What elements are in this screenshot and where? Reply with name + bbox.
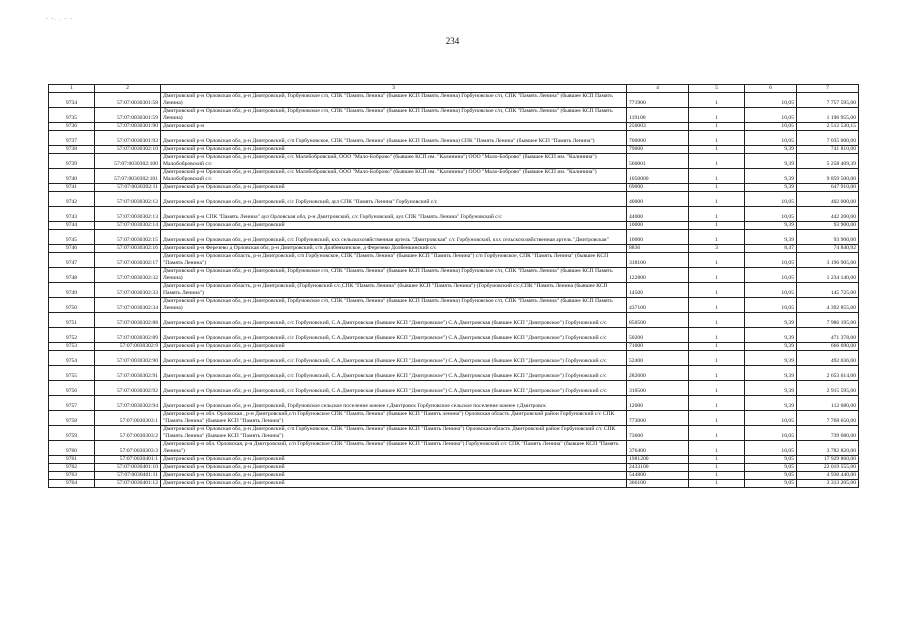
value-cell: 7 986 195,00 [797, 313, 859, 328]
row-number-cell: 9745 [49, 230, 95, 245]
row-number-cell: 9743 [49, 207, 95, 222]
table-row [49, 313, 859, 328]
area-cell: 560001 [627, 154, 689, 169]
location-cell: Дмитровский р-н Орловская обл, р-н Дмитровский, с/с Горбуновский, аул СПК "Память Ленина" Горбуновский с/с [161, 192, 627, 207]
area-cell: 71000 [627, 343, 689, 351]
row-number-cell: 9737 [49, 131, 95, 146]
table-row [49, 366, 859, 381]
cadastral-number-cell: 57:07:0030303:1 [95, 411, 161, 426]
value-cell: 442 200,00 [797, 207, 859, 222]
location-cell: Дмитровский р-н Орловская область, р-н Дмитровский, (Горбуновский с/с,СПК "Память Ленина" (бывшее КСП "Память Ленина") (Горбуновский с/с,СПК "Память Ленина (бывшее КСП Память Ленина") [161, 283, 627, 298]
cadastral-number-cell: 57:07:0030302:101 [95, 169, 161, 184]
cadastral-number-cell: 57:07:0030302:10 [95, 146, 161, 154]
location-cell: Дмитровский р-н Орловская обл, р-н Дмитровский, с/п Горбуновское, СПК "Память Ленина" (бывшее КСП Память Ленина) СПК "Память Ленина" (бывшее КСП "Память Ленина") [161, 131, 627, 146]
row-number-cell: 9750 [49, 298, 95, 313]
rate-cell: 10,05 [745, 93, 797, 108]
cadastral-number-cell: 57:07:0030302:94 [95, 396, 161, 411]
category-cell: 1 [689, 464, 745, 472]
cadastral-table [48, 84, 859, 488]
location-cell: Дмитровский р-н Орловская обл, р-н Дмитровский, с/с Горбуновский, С.А.Дмитровская (бывшее КСП "Дмитровское") С.А.Дмитровская (бывшее КСП "Дмитровское") Горбуновский с/с [161, 351, 627, 366]
row-number-cell: 9758 [49, 411, 95, 426]
category-cell: 1 [689, 426, 745, 441]
category-cell: 1 [689, 411, 745, 426]
row-number-cell: 9748 [49, 268, 95, 283]
location-cell: Дмитровский р-н [161, 123, 627, 131]
table-row [49, 154, 859, 169]
row-number-cell: 9764 [49, 480, 95, 488]
value-cell: 7 757 595,00 [797, 93, 859, 108]
table-row [49, 411, 859, 426]
table-row [49, 396, 859, 411]
table-row [49, 298, 859, 313]
category-cell: 1 [689, 381, 745, 396]
value-cell: 93 900,00 [797, 222, 859, 230]
table-row [49, 184, 859, 192]
table-row [49, 222, 859, 230]
value-cell: 3 782 820,00 [797, 441, 859, 456]
category-cell: 1 [689, 366, 745, 381]
row-number-cell: 9756 [49, 381, 95, 396]
location-cell: Дмитровский р-н Орловская обл, р-н Дмитровский, с/п Горбуновское, СПК "Память Ленина" (бывшее КСП "Память Ленина") Орловская область Дмитровский район Горбуновский с/с СПК "Память Ленина" (бывшее КСП "Память Ленина") [161, 426, 627, 441]
category-cell: 1 [689, 108, 745, 123]
location-cell: Дмитровский р-н обл. Орловская , р-н Дмитровский,с/п Горбуновское СПК "Память Ленина" (бывшее КСП "Память ленина") Орловская область Дмитровский район Горбуновский с/с СПК "Память Ленина" (бывшее КСП "Память Ленина") [161, 411, 627, 426]
value-cell: 2 512 530,15 [797, 123, 859, 131]
location-cell: Дмитровский р-н Орловская обл, р-н Дмитровский [161, 184, 627, 192]
area-cell: 2433100 [627, 464, 689, 472]
row-number-cell: 9740 [49, 169, 95, 184]
rate-cell: 10,05 [745, 298, 797, 313]
location-cell: Дмитровский р-н Орловская обл, р-н Дмитровский [161, 222, 627, 230]
value-cell: 7 768 650,00 [797, 411, 859, 426]
row-number-cell: 9753 [49, 343, 95, 351]
location-cell: Дмитровский р-н Орловская обл, р-н Дмитровский, Горбуновское сельское поселение южнее г.Дмитровск Горбуновское сельское поселение южнее г.Дмитровск [161, 396, 627, 411]
row-number-cell: 9742 [49, 192, 95, 207]
rate-cell: 10,05 [745, 207, 797, 222]
table-row [49, 131, 859, 146]
cadastral-number-cell: 57:07:0030302:33 [95, 283, 161, 298]
rate-cell: 10,05 [745, 253, 797, 268]
area-cell: 318100 [627, 253, 689, 268]
area-cell: 69000 [627, 184, 689, 192]
table-row [49, 253, 859, 268]
location-cell: Дмитровский р-н Орловская обл, р-н Дмитровский [161, 464, 627, 472]
cadastral-number-cell: 57:07:0030301:90 [95, 123, 161, 131]
table-row [49, 207, 859, 222]
cadastral-number-cell: 57:07:0030301:93 [95, 131, 161, 146]
table-row [49, 146, 859, 154]
table-row [49, 123, 859, 131]
row-number-cell: 9736 [49, 123, 95, 131]
category-cell: 1 [689, 456, 745, 464]
cadastral-number-cell: 57:07:0030302:12 [95, 192, 161, 207]
cadastral-number-cell: 57:07:0030303:2 [95, 426, 161, 441]
area-cell: 44000 [627, 207, 689, 222]
rate-cell: 10,05 [745, 108, 797, 123]
value-cell: 2 915 595,00 [797, 381, 859, 396]
value-cell: 9 859 500,00 [797, 169, 859, 184]
row-number-cell: 9757 [49, 396, 95, 411]
rate-cell: 9,39 [745, 146, 797, 154]
value-cell: 471 378,00 [797, 328, 859, 343]
area-cell: 850500 [627, 313, 689, 328]
category-cell: 1 [689, 313, 745, 328]
value-cell: 647 910,00 [797, 184, 859, 192]
category-cell: 1 [689, 192, 745, 207]
row-number-cell: 9760 [49, 441, 95, 456]
row-number-cell: 9739 [49, 154, 95, 169]
location-cell: Дмитровский р-н Орловская обл, р-н Дмитровский, Горбуновское с/п, СПК "Память Ленина" (бывшее КСП Память Ленина) Горбуновское с/п, СПК "Память Ленина" (бывшее КСП Память Ленина) [161, 108, 627, 123]
row-number-cell: 9751 [49, 313, 95, 328]
cadastral-number-cell: 57:07:0030302:32 [95, 268, 161, 283]
rate-cell: 9,39 [745, 230, 797, 245]
table-row [49, 343, 859, 351]
area-cell: 544800 [627, 472, 689, 480]
row-number-cell: 9763 [49, 472, 95, 480]
rate-cell: 9,39 [745, 343, 797, 351]
category-cell: 1 [689, 146, 745, 154]
value-cell: 739 680,00 [797, 426, 859, 441]
area-cell: 8836 [627, 245, 689, 253]
value-cell: 93 900,00 [797, 230, 859, 245]
row-number-cell: 9749 [49, 283, 95, 298]
rate-cell: 9,39 [745, 328, 797, 343]
location-cell: Дмитровский р-н Орловская обл, р-н Дмитровский [161, 343, 627, 351]
row-number-cell: 9754 [49, 351, 95, 366]
cadastral-number-cell: 57:07:0030302:11 [95, 184, 161, 192]
cadastral-number-cell: 57:07:0030302:15 [95, 230, 161, 245]
value-cell: 3 196 905,00 [797, 253, 859, 268]
category-cell: 1 [689, 93, 745, 108]
row-number-cell: 9744 [49, 222, 95, 230]
category-cell: 1 [689, 268, 745, 283]
rate-cell: 9,39 [745, 396, 797, 411]
cadastral-number-cell: 57:07:0030302:9 [95, 343, 161, 351]
area-cell: 52400 [627, 351, 689, 366]
area-cell: 376400 [627, 441, 689, 456]
cadastral-number-cell: 57:07:0030401:1 [95, 456, 161, 464]
rate-cell: 10,05 [745, 192, 797, 207]
category-cell: 1 [689, 207, 745, 222]
area-cell: 700000 [627, 131, 689, 146]
rate-cell: 9,05 [745, 480, 797, 488]
rate-cell: 9,39 [745, 366, 797, 381]
scan-marks: - -. . - - [46, 16, 73, 22]
area-cell: 73600 [627, 426, 689, 441]
row-number-cell: 9752 [49, 328, 95, 343]
area-cell: 282600 [627, 366, 689, 381]
area-cell: 1050000 [627, 169, 689, 184]
cadastral-number-cell: 57:07:0030401:10 [95, 464, 161, 472]
location-cell: Дмитровский р-н Орловская обл, р-н Дмитровский, с/с Малобобровский, ООО "Мало-Боброво" (бывшее КСП им. "Калинина") ООО "Мало-Боброво" (бывшее КСП им. "Калинина") Малобобровский с/с [161, 169, 627, 184]
value-cell: 7 035 000,00 [797, 131, 859, 146]
table-row [49, 328, 859, 343]
cadastral-number-cell: 57:07:0030302:90 [95, 351, 161, 366]
category-cell: 1 [689, 222, 745, 230]
location-cell: Дмитровский р-н Орловская обл, р-н Дмитровский, Горбуновское с/п, СПК "Память Ленина" (бывшее КСП Память Ленина) Горбуновское с/п, СПК "Память Ленина" (бывшее КСП Память Ленина) [161, 93, 627, 108]
category-cell: 1 [689, 169, 745, 184]
category-cell: 3 [689, 245, 745, 253]
table-row [49, 283, 859, 298]
column-header: 3 [161, 85, 627, 93]
page-number: 234 [445, 36, 460, 46]
category-cell: 1 [689, 123, 745, 131]
value-cell: 402 000,00 [797, 192, 859, 207]
rate-cell: 9,05 [745, 456, 797, 464]
area-cell: 773000 [627, 411, 689, 426]
location-cell: Дмитровский р-н Орловская обл, р-н Дмитровский, с/с Малобобровский, ООО "Мало-Боброво" (бывшее КСП им. "Калинина") ООО "Мало-Боброво" (бывшее КСП им. "Калинина") Малобобровский с/с [161, 154, 627, 169]
category-cell: 1 [689, 396, 745, 411]
cadastral-number-cell: 57:07:0030401:11 [95, 472, 161, 480]
table-row [49, 456, 859, 464]
table-row [49, 426, 859, 441]
row-number-cell: 9741 [49, 184, 95, 192]
category-cell: 1 [689, 154, 745, 169]
row-number-cell: 9746 [49, 245, 95, 253]
area-cell: 79000 [627, 146, 689, 154]
column-header: 4 [627, 85, 689, 93]
row-number-cell: 9735 [49, 108, 95, 123]
row-number-cell: 9747 [49, 253, 95, 268]
value-cell: 1 234 140,00 [797, 268, 859, 283]
area-cell: 1981200 [627, 456, 689, 464]
area-cell: 50200 [627, 328, 689, 343]
location-cell: Дмитровский р-н Орловская обл, р-н Дмитровский [161, 472, 627, 480]
rate-cell: 10,05 [745, 131, 797, 146]
category-cell: 1 [689, 131, 745, 146]
location-cell: Дмитровский р-н Орловская обл, р-н Дмитровский, Горбуновское с/п, СПК "Память Ленина" (бывшее КСП Память Ленина) Горбуновское с/п, СПК "Память Ленина" (бывшее КСП Память Ленина) [161, 298, 627, 313]
location-cell: Дмитровский р-н Орловская обл, р-н Дмитровский [161, 480, 627, 488]
category-cell: 1 [689, 283, 745, 298]
rate-cell: 10,05 [745, 283, 797, 298]
table-row [49, 245, 859, 253]
category-cell: 1 [689, 472, 745, 480]
value-cell: 492 036,00 [797, 351, 859, 366]
area-cell: 10000 [627, 222, 689, 230]
table-header-row [49, 85, 859, 93]
value-cell: 4 930 440,00 [797, 472, 859, 480]
location-cell: Дмитровский р-н Орловская обл, р-н Дмитровский [161, 456, 627, 464]
value-cell: 3 313 205,00 [797, 480, 859, 488]
row-number-cell: 9734 [49, 93, 95, 108]
rate-cell: 10,05 [745, 411, 797, 426]
location-cell: Дмитровский р-н Орловская обл, р-н Дмитровский, с/с Горбуновский, С.А.Дмитровская (бывшее КСП "Дмитровское") С.А.Дмитровская (бывшее КСП "Дмитровское") Горбуновский с/с [161, 366, 627, 381]
area-cell: 122800 [627, 268, 689, 283]
table-row [49, 381, 859, 396]
cadastral-number-cell: 57:07:0030302:88 [95, 313, 161, 328]
value-cell: 22 019 555,00 [797, 464, 859, 472]
row-number-cell: 9762 [49, 464, 95, 472]
cadastral-number-cell: 57:07:0030301:59 [95, 108, 161, 123]
table-row [49, 93, 859, 108]
column-header: 5 [689, 85, 745, 93]
location-cell: Дмитровский р-н Орловская обл, р-н Дмитровский, Горбуновское с/п, СПК "Память Ленина" (бывшее КСП Память Ленина) Горбуновское с/п, СПК "Память Ленина" (бывшее КСП Память Ленина) [161, 268, 627, 283]
rate-cell: 10,05 [745, 441, 797, 456]
area-cell: 366100 [627, 480, 689, 488]
value-cell: 1 196 955,00 [797, 108, 859, 123]
value-cell: 5 258 409,39 [797, 154, 859, 169]
cadastral-number-cell: 57:07:0030302:16 [95, 245, 161, 253]
rate-cell: 10,05 [745, 268, 797, 283]
rate-cell: 10,05 [745, 426, 797, 441]
value-cell: 741 810,00 [797, 146, 859, 154]
value-cell: 4 392 855,00 [797, 298, 859, 313]
value-cell: 2 653 614,00 [797, 366, 859, 381]
cadastral-number-cell: 57:07:0030302:17 [95, 253, 161, 268]
table-row [49, 230, 859, 245]
area-cell: 12000 [627, 396, 689, 411]
rate-cell: 9,39 [745, 184, 797, 192]
column-header: 2 [95, 85, 161, 93]
row-number-cell: 9761 [49, 456, 95, 464]
location-cell: Дмитровский р-н Орловская обл, р-н Дмитровский, с/с Горбуновский, С.А.Дмитровская (бывшее КСП "Дмитровское") С.А.Дмитровская (бывшее КСП "Дмитровское") Горбуновский с/с [161, 381, 627, 396]
value-cell: 74 840,92 [797, 245, 859, 253]
column-header: 7 [797, 85, 859, 93]
row-number-cell: 9759 [49, 426, 95, 441]
rate-cell: 9,39 [745, 169, 797, 184]
category-cell: 1 [689, 441, 745, 456]
area-cell: 437100 [627, 298, 689, 313]
rate-cell: 10,05 [745, 123, 797, 131]
location-cell: Дмитровский р-н Орловская обл, р-н Дмитровский, с/с Горбуновский, кхх сельскохозяйственная артель "Дмитровская" с/с Горбуновский, кхх сельскохозяйственная артель "Дмитровская" [161, 230, 627, 245]
cadastral-number-cell: 57:07:0030303:3 [95, 441, 161, 456]
table-row [49, 169, 859, 184]
cadastral-number-cell: 57:07:0030302:34 [95, 298, 161, 313]
row-number-cell: 9738 [49, 146, 95, 154]
location-cell: Дмитровский р-н Ферезево д Орловская обл, р-н Дмитровский, с/п Долбенкинское, д Ферезево Долбенкинский с/с [161, 245, 627, 253]
cadastral-number-cell: 57:07:0030301:58 [95, 93, 161, 108]
location-cell: Дмитровский р-н Орловская область, р-н Дмитровский, с/п Горбуновское, СПК "Память Ленина" (бывшее КСП "Память Ленина") с/п Горбуновское, СПК "Память Ленина" (бывшее КСП "Память Ленина") [161, 253, 627, 268]
rate-cell: 9,39 [745, 154, 797, 169]
cadastral-number-cell: 57:07:0030302:100 [95, 154, 161, 169]
category-cell: 1 [689, 480, 745, 488]
rate-cell: 9,39 [745, 222, 797, 230]
area-cell: 10000 [627, 230, 689, 245]
cadastral-number-cell: 57:07:0030302:14 [95, 222, 161, 230]
value-cell: 112 680,00 [797, 396, 859, 411]
category-cell: 1 [689, 351, 745, 366]
cadastral-number-cell: 57:07:0030302:91 [95, 366, 161, 381]
row-number-cell: 9755 [49, 366, 95, 381]
location-cell: Дмитровский р-н обл. Орловская, р-н Дмитровский, с/п Горбуновское СПК "Память Ленина" (бывшее КСП "Память Ленина") Горбуновский с/с СПК "Память Ленина" (бывшее КСП "Память Ленина") [161, 441, 627, 456]
rate-cell: 9,05 [745, 472, 797, 480]
table-row [49, 268, 859, 283]
rate-cell: 9,39 [745, 381, 797, 396]
category-cell: 1 [689, 253, 745, 268]
table-row [49, 441, 859, 456]
table-row [49, 108, 859, 123]
area-cell: 14500 [627, 283, 689, 298]
area-cell: 250003 [627, 123, 689, 131]
category-cell: 1 [689, 328, 745, 343]
location-cell: Дмитровский р-н Орловская обл, р-н Дмитровский, с/с Горбуновский, С.А.Дмитровская (бывшее КСП "Дмитровское") С.А.Дмитровская (бывшее КСП "Дмитровское") Горбуновский с/с [161, 313, 627, 328]
cadastral-number-cell: 57:07:0030302:89 [95, 328, 161, 343]
area-cell: 771900 [627, 93, 689, 108]
location-cell: Дмитровский р-н Орловская обл, р-н Дмитровский [161, 146, 627, 154]
rate-cell: 9,39 [745, 351, 797, 366]
table-body [49, 93, 859, 488]
cadastral-number-cell: 57:07:0030302:92 [95, 381, 161, 396]
table-row [49, 464, 859, 472]
value-cell: 145 725,00 [797, 283, 859, 298]
column-header: 6 [745, 85, 797, 93]
table-row [49, 480, 859, 488]
rate-cell: 9,05 [745, 464, 797, 472]
category-cell: 1 [689, 298, 745, 313]
area-cell: 40000 [627, 192, 689, 207]
value-cell: 666 690,00 [797, 343, 859, 351]
rate-cell: 8,47 [745, 245, 797, 253]
category-cell: 1 [689, 230, 745, 245]
cadastral-number-cell: 57:07:0030401:12 [95, 480, 161, 488]
table-row [49, 192, 859, 207]
category-cell: 1 [689, 343, 745, 351]
category-cell: 1 [689, 184, 745, 192]
area-cell: 310500 [627, 381, 689, 396]
location-cell: Дмитровский р-н СПК "Память Ленина" аул Орловская обл, р-н Дмитровский, с/с Горбуновский, аул СПК "Память Ленина" Горбуновский с/с [161, 207, 627, 222]
column-header: 1 [49, 85, 95, 93]
rate-cell: 9,39 [745, 313, 797, 328]
area-cell: 119100 [627, 108, 689, 123]
table-row [49, 351, 859, 366]
location-cell: Дмитровский р-н Орловская обл, р-н Дмитровский, с/с Горбуновский, С.А.Дмитровская (бывшее КСП "Дмитровское") С.А.Дмитровская (бывшее КСП "Дмитровское") Горбуновский с/с [161, 328, 627, 343]
value-cell: 17 929 860,00 [797, 456, 859, 464]
cadastral-number-cell: 57:07:0030302:13 [95, 207, 161, 222]
table-row [49, 472, 859, 480]
